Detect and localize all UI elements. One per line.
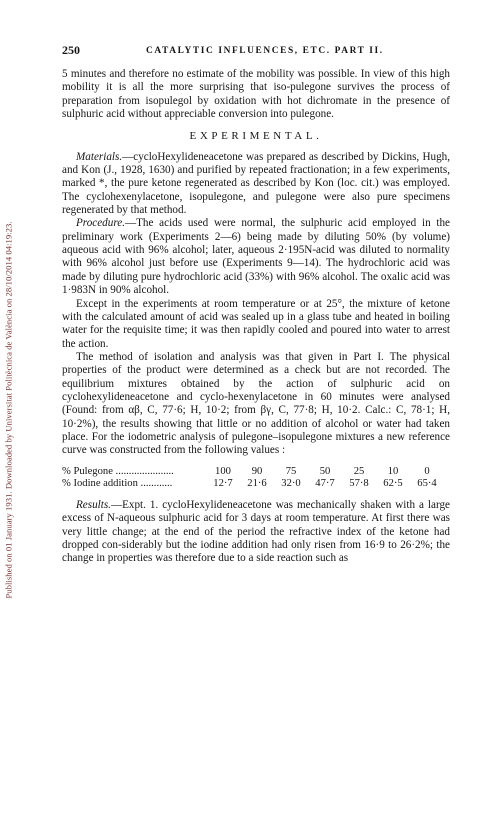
paragraph-mobility: 5 minutes and therefore no estimate of the mobility was possible. In view of this high mobility it is all the more surprising that iso-pulegone survives the process of preparation from isopulegol by oxidation with hot dichromate in the presence of sulphuric acid without appreciable conversion into pulegone. [62, 68, 450, 121]
table-cell: 62·5 [383, 477, 403, 489]
procedure-text: —The acids used were normal, the sulphuric acid employed in the preliminary work (Experiments 2—6) being made by diluting 50% (by volume) aqueous acid with 96% alcohol; later, aqueous 2·195N-acid was diluted to normality with 96% alcohol just before use (Experiments 9—14). The hydrochloric acid was made by diluting pure hydrochloric acid (33%) with 96% alcohol. The oxalic acid was 1·983N in 90% alcohol. [62, 217, 450, 297]
table-row [62, 466, 450, 478]
table-cell: 10 [387, 465, 399, 477]
section-heading: EXPERIMENTAL. [189, 130, 323, 143]
materials-lead: Materials. [76, 150, 123, 163]
table-row [62, 478, 450, 490]
table-cell: 32·0 [281, 477, 301, 489]
page-number: 250 [62, 43, 80, 57]
download-watermark-text: Published on 01 January 1931. Downloaded by Universitat Politècnica de València on 28/10/2014 04:19:23. [4, 221, 14, 599]
table-cell: 90 [251, 465, 263, 477]
reference-values-table [62, 466, 450, 490]
running-header [62, 44, 450, 62]
table-cell: 25 [353, 465, 365, 477]
paper-page [62, 44, 450, 566]
table-cell: 0 [424, 465, 430, 477]
paragraph-sealed-tube: Except in the experiments at room temperature or at 25°, the mixture of ketone with the calculated amount of acid was sealed up in a glass tube and heated in boiling water for the requisite time; it was then rapidly cooled and poured into water to arrest the action. [62, 297, 450, 350]
results-lead: Results. [76, 499, 111, 512]
paragraph-method: The method of isolation and analysis was that given in Part I. The physical properties of the product were determined as a check but are not recorded. The equilibrium mixtures obtained by the action of sulphuric acid on cyclohexylideneacetone and cyclo-hexenylacetone in 60 minutes were analysed (Found: from αβ, C, 77·6; H, 10·2; from βγ, C, 77·8; H, 10·2. Calc.: C, 78·1; H, 10·2%), the results showing that little or no addition of alcohol or water had taken place. For the iodometric analysis of pulegone–isopulegone mixtures a new reference curve was constructed from the following values : [62, 350, 450, 457]
materials-text: —cycloHexylideneacetone was prepared as described by Dickins, Hugh, and Kon (J., 1928, 1630) and purified by repeated fractionation; in a few experiments, marked *, the pure ketone regenerated as described by Kon (loc. cit.) was employed. The cyclohexenylacetone, isopulegone, and pulegone were also pure specimens regenerated by that method. [62, 150, 450, 217]
row-label: % Iodine addition ............ [62, 477, 173, 489]
running-title: CATALYTIC INFLUENCES, ETC. PART II. [146, 46, 384, 56]
table-cell: 100 [215, 465, 231, 477]
table-cell: 75 [285, 465, 297, 477]
table-cell: 47·7 [315, 477, 335, 489]
table-cell: 12·7 [213, 477, 233, 489]
table-cell: 21·6 [247, 477, 267, 489]
paragraph-procedure [62, 217, 450, 297]
table-cell: 65·4 [417, 477, 437, 489]
paragraph-results [62, 499, 450, 566]
procedure-lead: Procedure. [76, 217, 125, 230]
row-label: % Pulegone ...................... [62, 465, 174, 477]
results-text: —Expt. 1. cycloHexylideneacetone was mechanically shaken with a large excess of N-aqueous sulphuric acid for 3 days at room temperature. At first there was very little change; at the end of the period the refractive index of the ketone had dropped con-siderably but the iodine addition had only risen from 16·9 to 26·2%; the change in properties was therefore due to a side reaction such as [62, 499, 450, 565]
table-cell: 50 [319, 465, 331, 477]
table-cell: 57·8 [349, 477, 369, 489]
download-watermark [2, 40, 16, 780]
paragraph-materials [62, 151, 450, 218]
